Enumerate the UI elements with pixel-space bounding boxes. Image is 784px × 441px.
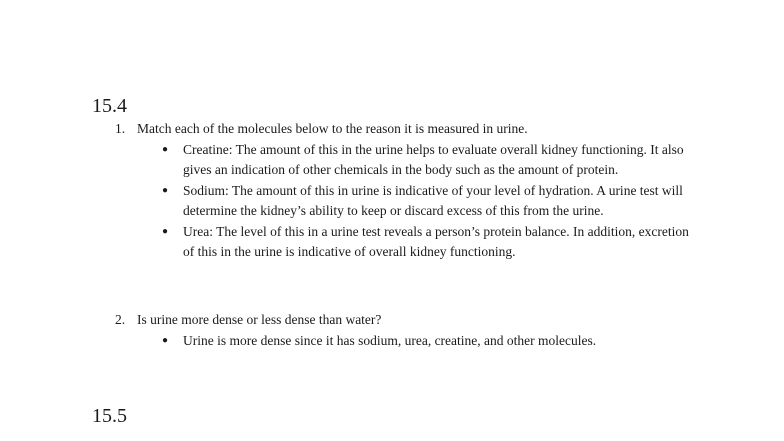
question-text: Is urine more dense or less dense than water?: [137, 312, 382, 327]
bullet-icon: ●: [162, 334, 169, 346]
answer-list: [115, 140, 715, 263]
answer-item: [115, 222, 693, 263]
answer-text: Sodium: The amount of this in urine is indicative of your level of hydration. A urine test will determine the kidney’s ability to keep or discard excess of this from the urine.: [183, 182, 683, 218]
question-1: [115, 119, 715, 263]
answer-item: [115, 140, 693, 181]
answer-text: Urea: The level of this in a urine test reveals a person’s protein balance. In addition, excretion of this in the urine is indicative of overall kidney functioning.: [183, 223, 689, 259]
bullet-icon: ●: [162, 143, 169, 155]
question-number: 2.: [115, 312, 126, 327]
bullet-icon: ●: [162, 225, 169, 237]
question-number: 1.: [115, 121, 126, 136]
answer-text: Urine is more dense since it has sodium, urea, creatine, and other molecules.: [183, 332, 597, 348]
question-text: Match each of the molecules below to the reason it is measured in urine.: [137, 121, 528, 136]
answer-text: Creatine: The amount of this in the urine helps to evaluate overall kidney functioning. It also gives an indication of other chemicals in the body such as the amount of protein.: [183, 141, 684, 177]
answer-item: [115, 181, 693, 222]
answer-item: [115, 331, 693, 352]
section-heading: 15.5: [92, 405, 127, 427]
bullet-icon: ●: [162, 184, 169, 196]
question-2: [115, 310, 715, 351]
answer-list: [115, 331, 715, 352]
section-heading: 15.4: [92, 95, 127, 117]
